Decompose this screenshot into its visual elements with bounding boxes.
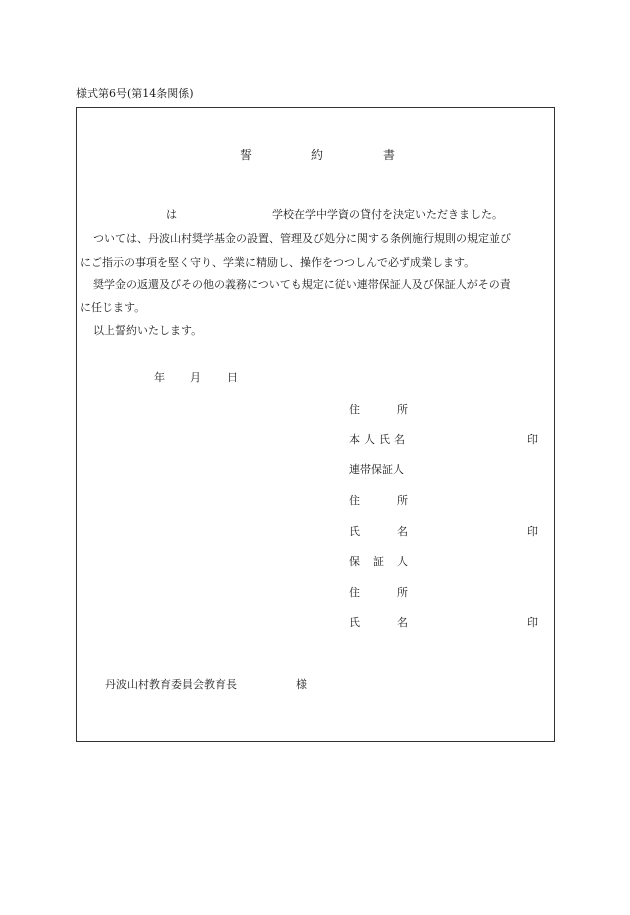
- addressee-honorific: 様: [296, 678, 307, 691]
- jg-name-label-2: 名: [397, 525, 408, 538]
- addressee-name: 丹波山村教育委員会教育長: [105, 678, 237, 691]
- body-line1-rest: 学校在学中学資の貸付を決定いただきました。: [272, 208, 503, 221]
- seal-mark-3: 印: [527, 616, 538, 629]
- form-number: 様式第6号(第14条関係): [76, 87, 194, 100]
- self-address-label-2: 所: [397, 403, 408, 416]
- body-line6: 以上誓約いたします。: [93, 324, 203, 337]
- guarantor-label-1: 保: [349, 555, 360, 568]
- jg-name-label-1: 氏: [349, 525, 360, 538]
- seal-mark-1: 印: [527, 433, 538, 446]
- body-line3: にご指示の事項を堅く守り、学業に精励し、操作をつつしんで必ず成業します。: [80, 256, 476, 269]
- guarantor-label-3: 人: [397, 555, 408, 568]
- self-address-label-1: 住: [349, 403, 360, 416]
- date-month: 月: [190, 371, 201, 384]
- title-char-sho: 書: [383, 148, 396, 162]
- jg-address-label-1: 住: [349, 494, 360, 507]
- title-char-sei: 誓: [240, 148, 253, 162]
- joint-guarantor-label: 連帯保証人: [349, 463, 404, 476]
- g-address-label-2: 所: [397, 586, 408, 599]
- body-line1-wa: は: [166, 208, 177, 221]
- g-name-label-1: 氏: [349, 616, 360, 629]
- seal-mark-2: 印: [527, 525, 538, 538]
- g-address-label-1: 住: [349, 586, 360, 599]
- date-year: 年: [154, 371, 165, 384]
- self-name-label: 本人氏名: [349, 433, 409, 446]
- date-day: 日: [227, 371, 238, 384]
- document-frame: [76, 107, 555, 742]
- g-name-label-2: 名: [397, 616, 408, 629]
- body-line4: 奨学金の返還及びその他の義務についても規定に従い連帯保証人及び保証人がその責: [93, 278, 511, 291]
- jg-address-label-2: 所: [397, 494, 408, 507]
- body-line5: に任じます。: [80, 301, 146, 314]
- title-char-yaku: 約: [311, 148, 324, 162]
- body-line2: ついては、丹波山村奨学基金の設置、管理及び処分に関する条例施行規則の規定並び: [93, 232, 511, 245]
- guarantor-label-2: 証: [373, 555, 384, 568]
